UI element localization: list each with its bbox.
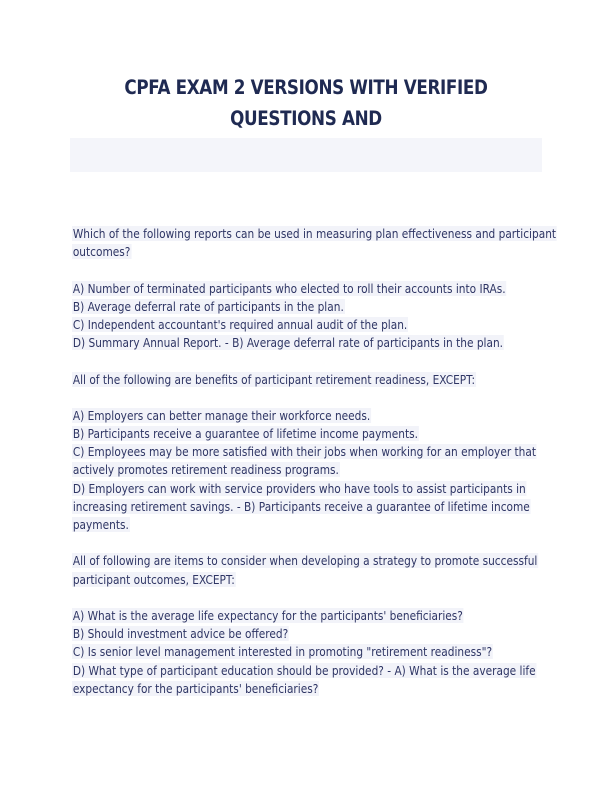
answer-option-line: C) Is senior level management interested in promoting "retirement readiness"? bbox=[72, 644, 493, 660]
paragraph-gap bbox=[72, 261, 542, 279]
document-title-line: CPFA EXAM 2 VERSIONS WITH VERIFIED QUESTIONS AND bbox=[124, 76, 488, 130]
document-body bbox=[72, 225, 557, 698]
question-text-line: All of the following are benefits of participant retirement readiness, EXCEPT: bbox=[72, 371, 476, 387]
answer-option-line: B) Participants receive a guarantee of lifetime income payments. bbox=[72, 426, 418, 442]
answer-option-line: payments. bbox=[72, 517, 129, 532]
paragraph-gap bbox=[72, 589, 542, 607]
question-text-line: participant outcomes, EXCEPT: bbox=[72, 571, 235, 587]
answer-option-line: A) What is the average life expectancy for the participants' beneficiaries? bbox=[72, 607, 463, 623]
answer-option-line: C) Employees may be more satisfied with their jobs when working for an employer that bbox=[72, 444, 537, 460]
question-block bbox=[72, 552, 542, 698]
answer-option-line: A) Employers can better manage their workforce needs. bbox=[72, 407, 371, 423]
answer-option-line: D) Employers can work with service providers who have tools to assist participants in bbox=[72, 480, 526, 496]
question-text-line: All of following are items to consider when developing a strategy to promote successful bbox=[72, 553, 538, 569]
answer-option-line: B) Average deferral rate of participants in the plan. bbox=[72, 298, 344, 314]
paragraph-gap bbox=[72, 389, 542, 407]
question-block bbox=[72, 371, 542, 535]
paragraph-gap bbox=[72, 352, 542, 370]
answer-option-line: increasing retirement savings. - B) Participants receive a guarantee of lifetime income bbox=[72, 498, 530, 514]
answer-option-line: actively promotes retirement readiness programs. bbox=[72, 462, 339, 478]
answer-option-line: expectancy for the participants' beneficiaries? bbox=[72, 680, 319, 696]
answer-option-line: D) Summary Annual Report. - B) Average deferral rate of participants in the plan. bbox=[72, 335, 504, 351]
question-text-line: Which of the following reports can be used in measuring plan effectiveness and participant bbox=[72, 226, 557, 241]
answer-option-line: A) Number of terminated participants who elected to roll their accounts into IRAs. bbox=[72, 280, 506, 296]
question-block bbox=[72, 225, 557, 352]
title-highlight-band bbox=[70, 138, 542, 172]
paragraph-gap bbox=[72, 534, 542, 552]
answer-option-line: C) Independent accountant's required annual audit of the plan. bbox=[72, 316, 408, 332]
answer-option-line: B) Should investment advice be offered? bbox=[72, 626, 289, 642]
question-text-line: outcomes? bbox=[72, 244, 131, 260]
answer-option-line: D) What type of participant education should be provided? - A) What is the average life bbox=[72, 662, 536, 678]
